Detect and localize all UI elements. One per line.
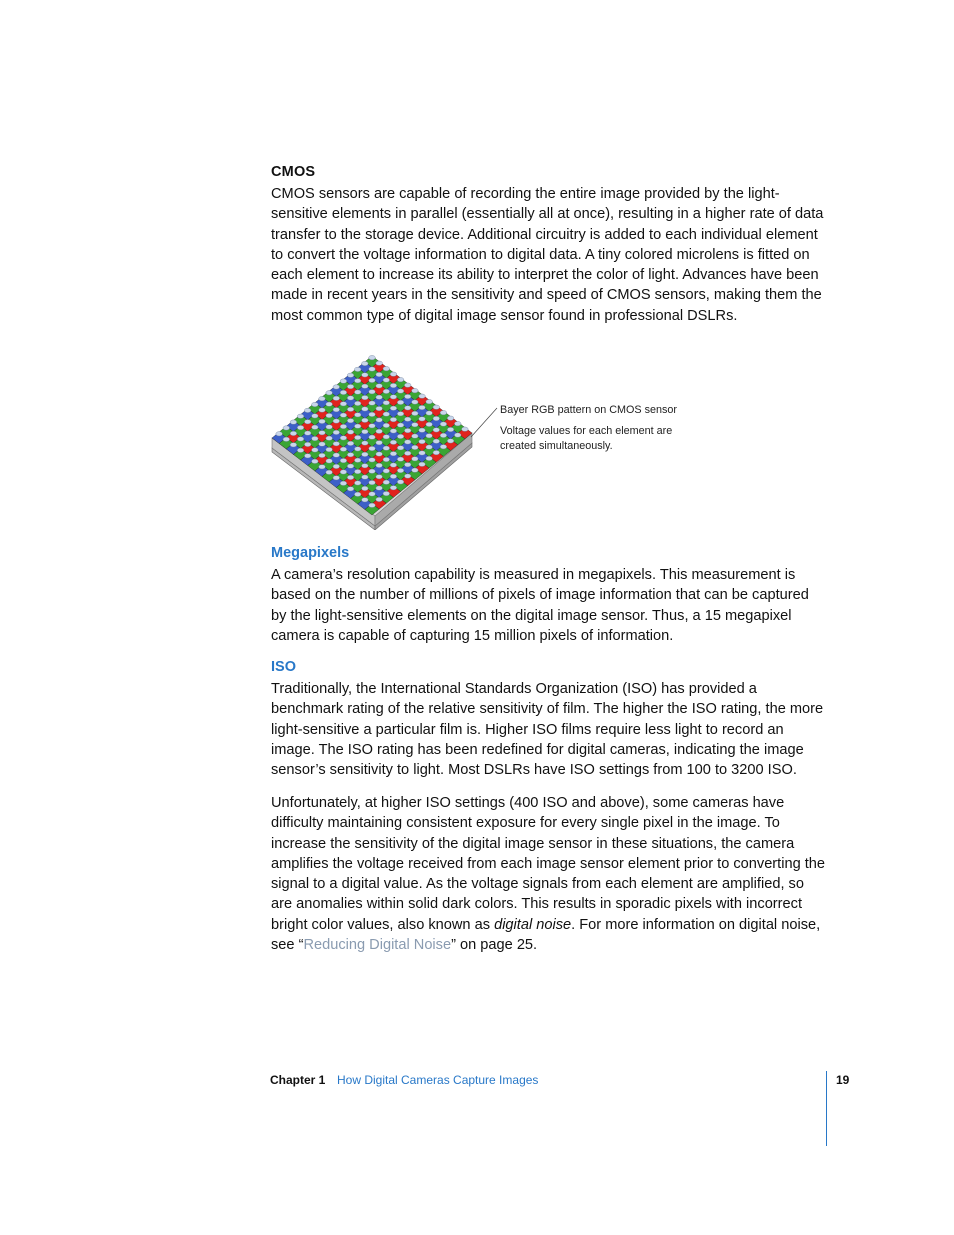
microlens	[290, 431, 297, 435]
microlens	[440, 445, 447, 449]
microlens	[383, 423, 390, 427]
microlens	[326, 459, 333, 463]
microlens	[397, 457, 404, 461]
microlens	[404, 383, 411, 387]
microlens	[312, 425, 319, 429]
microlens	[290, 420, 297, 424]
microlens	[433, 439, 440, 443]
microlens	[376, 486, 383, 490]
microlens	[304, 442, 311, 446]
microlens	[376, 361, 383, 365]
microlens	[390, 395, 397, 399]
microlens	[376, 418, 383, 422]
megapixels-heading: Megapixels	[271, 545, 350, 561]
microlens	[340, 402, 347, 406]
microlens	[362, 384, 369, 388]
microlens	[347, 475, 354, 479]
microlens	[412, 457, 419, 461]
footer-divider	[826, 1071, 827, 1146]
microlens	[376, 440, 383, 444]
microlens	[312, 402, 319, 406]
microlens	[376, 475, 383, 479]
microlens	[412, 388, 419, 392]
microlens	[333, 476, 340, 480]
iso-paragraph-2-text-a: Unfortunately, at higher ISO settings (400 ISO and above), some cameras have difficulty maintaining consistent exposure for every single pixel in the image. To increase the sensitivity of the digital image sensor in these situations, the camera amplifies the voltage received from each image sensor element prior to converting the signal to a digital value. As the voltage signals from each element are amplified, so are anomalies within solid dark colors. This results in sporadic pixels with incorrect bright color values, also known as	[271, 795, 826, 933]
microlens	[369, 435, 376, 439]
microlens	[304, 431, 311, 435]
microlens	[383, 366, 390, 370]
microlens	[412, 445, 419, 449]
microlens	[390, 383, 397, 387]
microlens	[326, 436, 333, 440]
footer-chapter-label: Chapter 1	[270, 1073, 326, 1087]
microlens	[333, 430, 340, 434]
microlens	[319, 453, 326, 457]
microlens	[362, 395, 369, 399]
microlens	[376, 463, 383, 467]
microlens	[369, 378, 376, 382]
microlens	[362, 441, 369, 445]
microlens	[376, 395, 383, 399]
microlens	[447, 427, 454, 431]
microlens	[454, 433, 461, 437]
microlens	[347, 418, 354, 422]
microlens	[440, 410, 447, 414]
iso-paragraph-1: Traditionally, the International Standards Organization (ISO) has provided a benchmark rating of the relative sensitivity of film. The higher the ISO rating, the more light-sensitive a particular film is. Higher ISO films require less light to record an image. The ISO rating has been redefined for digital cameras, indicating the image sensor’s sensitivity to light. Most DSLRs have ISO settings from 100 to 3200 ISO.	[271, 681, 824, 779]
microlens	[383, 480, 390, 484]
microlens	[376, 497, 383, 501]
microlens	[297, 425, 304, 429]
microlens	[383, 389, 390, 393]
microlens	[354, 447, 361, 451]
microlens	[354, 424, 361, 428]
microlens	[326, 391, 333, 395]
microlens	[340, 390, 347, 394]
microlens	[276, 432, 283, 436]
microlens	[369, 480, 376, 484]
microlens	[397, 377, 404, 381]
iso-paragraph-2-text-b: . For more information on digital noise, see “	[271, 916, 821, 954]
microlens	[433, 405, 440, 409]
microlens	[362, 486, 369, 490]
microlens	[404, 451, 411, 455]
microlens	[326, 425, 333, 429]
microlens	[383, 446, 390, 450]
microlens	[390, 372, 397, 376]
cmos-paragraph: CMOS sensors are capable of recording the entire image provided by the light-sensitive elements in parallel (essentially all at once), resulting in a higher rate of data transfer to the storage device. Additional circuitry is added to each individual element to convert the voltage information to digital data. A tiny colored microlens is fitted on each element to increase its ability to interpret the color of light. Advances have been made in recent years in the sensitivity and speed of CMOS sensors, making them the most common type of digital image sensor found in professional DSLRs.	[271, 186, 824, 324]
microlens	[326, 413, 333, 417]
microlens	[390, 417, 397, 421]
microlens	[333, 442, 340, 446]
iso-paragraph-2-text-c: ” on page 25.	[451, 937, 538, 954]
microlens	[347, 487, 354, 491]
microlens	[362, 429, 369, 433]
microlens	[340, 470, 347, 474]
microlens	[383, 469, 390, 473]
microlens	[404, 440, 411, 444]
microlens	[383, 457, 390, 461]
microlens	[390, 486, 397, 490]
microlens	[376, 406, 383, 410]
iso-paragraph-2	[271, 793, 827, 955]
microlens	[362, 464, 369, 468]
microlens	[397, 480, 404, 484]
microlens	[369, 367, 376, 371]
microlens	[404, 474, 411, 478]
microlens	[369, 458, 376, 462]
microlens	[354, 401, 361, 405]
microlens	[369, 412, 376, 416]
microlens	[440, 422, 447, 426]
microlens	[362, 498, 369, 502]
microlens	[304, 420, 311, 424]
microlens	[354, 367, 361, 371]
microlens	[333, 396, 340, 400]
microlens	[362, 373, 369, 377]
microlens	[369, 492, 376, 496]
microlens	[354, 435, 361, 439]
megapixels-paragraph: A camera’s resolution capability is measured in megapixels. This measurement is based on the number of millions of pixels of image information that can be captured by the light-sensitive elements on the digital image sensor. Thus, a 15 megapixel camera is capable of capturing 15 million pixels of information.	[271, 567, 809, 644]
reducing-digital-noise-link[interactable]: Reducing Digital Noise	[303, 937, 452, 954]
microlens	[447, 439, 454, 443]
microlens	[333, 385, 340, 389]
microlens	[447, 416, 454, 420]
microlens	[419, 439, 426, 443]
microlens	[312, 414, 319, 418]
microlens	[390, 429, 397, 433]
microlens	[319, 396, 326, 400]
microlens	[412, 434, 419, 438]
microlens	[347, 396, 354, 400]
microlens	[419, 451, 426, 455]
microlens	[340, 447, 347, 451]
footer-page-number: 19	[836, 1073, 850, 1087]
microlens	[426, 411, 433, 415]
microlens	[426, 422, 433, 426]
microlens	[383, 401, 390, 405]
microlens	[404, 462, 411, 466]
microlens	[347, 453, 354, 457]
microlens	[412, 468, 419, 472]
microlens	[426, 434, 433, 438]
microlens	[419, 462, 426, 466]
microlens	[390, 406, 397, 410]
microlens	[340, 413, 347, 417]
microlens	[369, 424, 376, 428]
cmos-heading: CMOS	[271, 164, 316, 180]
microlens	[426, 445, 433, 449]
microlens	[347, 464, 354, 468]
footer-chapter-title: How Digital Cameras Capture Images	[337, 1073, 539, 1087]
microlens	[419, 405, 426, 409]
microlens	[340, 379, 347, 383]
microlens	[404, 394, 411, 398]
microlens	[412, 423, 419, 427]
microlens	[354, 413, 361, 417]
microlens	[419, 394, 426, 398]
microlens	[376, 452, 383, 456]
microlens	[397, 423, 404, 427]
microlens	[369, 446, 376, 450]
microlens	[440, 433, 447, 437]
microlens	[347, 384, 354, 388]
microlens	[319, 431, 326, 435]
microlens	[354, 379, 361, 383]
microlens	[419, 428, 426, 432]
microlens	[304, 408, 311, 412]
microlens	[297, 414, 304, 418]
microlens	[283, 426, 290, 430]
microlens	[312, 459, 319, 463]
microlens	[376, 372, 383, 376]
microlens	[347, 373, 354, 377]
microlens	[326, 470, 333, 474]
microlens	[390, 474, 397, 478]
iso-heading: ISO	[271, 659, 296, 675]
microlens	[354, 458, 361, 462]
microlens	[433, 450, 440, 454]
microlens	[340, 481, 347, 485]
microlens	[319, 408, 326, 412]
microlens	[319, 442, 326, 446]
microlens	[397, 446, 404, 450]
microlens	[369, 390, 376, 394]
microlens	[369, 503, 376, 507]
microlens	[333, 419, 340, 423]
microlens	[362, 361, 369, 365]
microlens	[297, 437, 304, 441]
microlens	[297, 448, 304, 452]
microlens	[347, 407, 354, 411]
microlens	[312, 436, 319, 440]
microlens	[319, 419, 326, 423]
microlens	[347, 430, 354, 434]
microlens	[304, 454, 311, 458]
microlens	[376, 384, 383, 388]
microlens	[333, 453, 340, 457]
microlens	[404, 428, 411, 432]
microlens	[312, 448, 319, 452]
microlens	[390, 440, 397, 444]
microlens	[369, 469, 376, 473]
microlens	[383, 435, 390, 439]
microlens	[397, 434, 404, 438]
microlens	[347, 441, 354, 445]
microlens	[369, 401, 376, 405]
digital-noise-term: digital noise	[494, 916, 572, 933]
microlens	[390, 463, 397, 467]
microlens	[412, 400, 419, 404]
microlens	[433, 428, 440, 432]
microlens	[383, 378, 390, 382]
microlens	[354, 469, 361, 473]
callout-leader-line	[471, 408, 497, 437]
microlens	[412, 411, 419, 415]
microlens	[354, 492, 361, 496]
microlens	[419, 417, 426, 421]
microlens	[462, 427, 469, 431]
microlens	[404, 417, 411, 421]
microlens	[397, 400, 404, 404]
microlens	[333, 464, 340, 468]
microlens	[426, 399, 433, 403]
microlens	[340, 436, 347, 440]
microlens	[362, 452, 369, 456]
figure-callout-voltage: Voltage values for each element are created simultaneously.	[500, 425, 673, 452]
microlens	[426, 456, 433, 460]
microlens	[326, 447, 333, 451]
microlens	[404, 406, 411, 410]
figure-callout-bayer: Bayer RGB pattern on CMOS sensor	[500, 404, 678, 416]
microlens	[362, 475, 369, 479]
microlens	[397, 412, 404, 416]
microlens	[354, 390, 361, 394]
microlens	[376, 429, 383, 433]
microlens	[390, 451, 397, 455]
microlens	[397, 468, 404, 472]
microlens	[283, 437, 290, 441]
microlens	[319, 465, 326, 469]
microlens	[454, 421, 461, 425]
microlens	[340, 424, 347, 428]
microlens	[354, 481, 361, 485]
microlens	[326, 402, 333, 406]
microlens	[383, 491, 390, 495]
microlens	[397, 389, 404, 393]
microlens	[333, 407, 340, 411]
microlens	[340, 458, 347, 462]
microlens	[383, 412, 390, 416]
microlens	[433, 416, 440, 420]
microlens	[290, 443, 297, 447]
microlens	[362, 418, 369, 422]
microlens	[369, 355, 376, 359]
microlens	[362, 407, 369, 411]
